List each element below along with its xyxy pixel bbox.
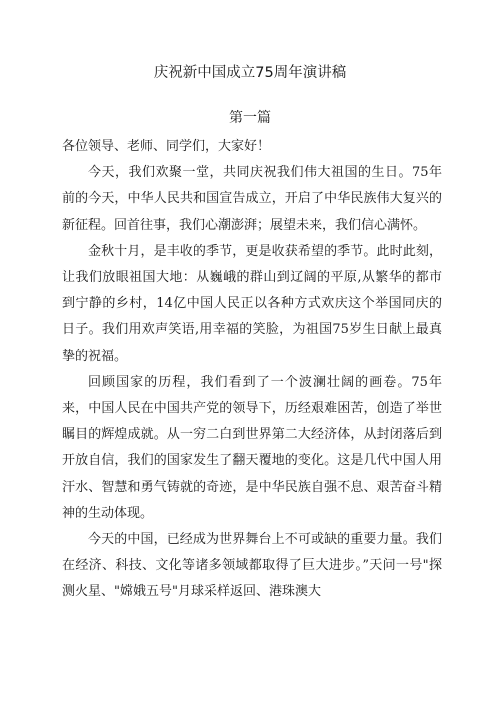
paragraph-4: 今天的中国，已经成为世界舞台上不可或缺的重要力量。我们在经济、科技、文化等诸多领域都取得了巨大进步。”天问一号"探测火星、"嫦娥五号"月球采样返回、港珠澳大 <box>62 532 442 600</box>
paragraph-2: 金秋十月，是丰收的季节，更是收获希望的季节。此时此刻，让我们放眼祖国大地：从巍峨的群山到辽阔的平原,从繁华的都市到宁静的乡村，14亿中国人民正以各种方式欢庆这个举国同庆的日子。我们用欢声笑语,用幸福的笑脸，为祖国75岁生日献上最真挚的祝福。 <box>62 243 442 364</box>
greeting-paragraph: 各位领导、老师、同学们，大家好！ <box>62 139 271 154</box>
document-title: 庆祝新中国成立75周年演讲稿 <box>153 65 347 81</box>
section-title: 第一篇 <box>229 110 271 126</box>
paragraph-3: 回顾国家的历程，我们看到了一个波澜壮阔的画卷。75年来，中国人民在中国共产党的领导下，历经艰难困苦，创造了举世瞩目的辉煌成就。从一穷二白到世界第二大经济体，从封闭落后到开放自信，我们的国家发生了翻天覆地的变化。这是几代中国人用汗水、智慧和勇气铸就的奇迹，是中华民族自强不息、艰苦奋斗精神的生动体现。 <box>62 374 442 521</box>
speech-body <box>62 134 442 606</box>
paragraph-1: 今天，我们欢聚一堂，共同庆祝我们伟大祖国的生日。75年前的今天，中华人民共和国宣告成立，开启了中华民族伟大复兴的新征程。回首往事，我们心潮澎湃；展望未来，我们信心满怀。 <box>62 165 442 233</box>
